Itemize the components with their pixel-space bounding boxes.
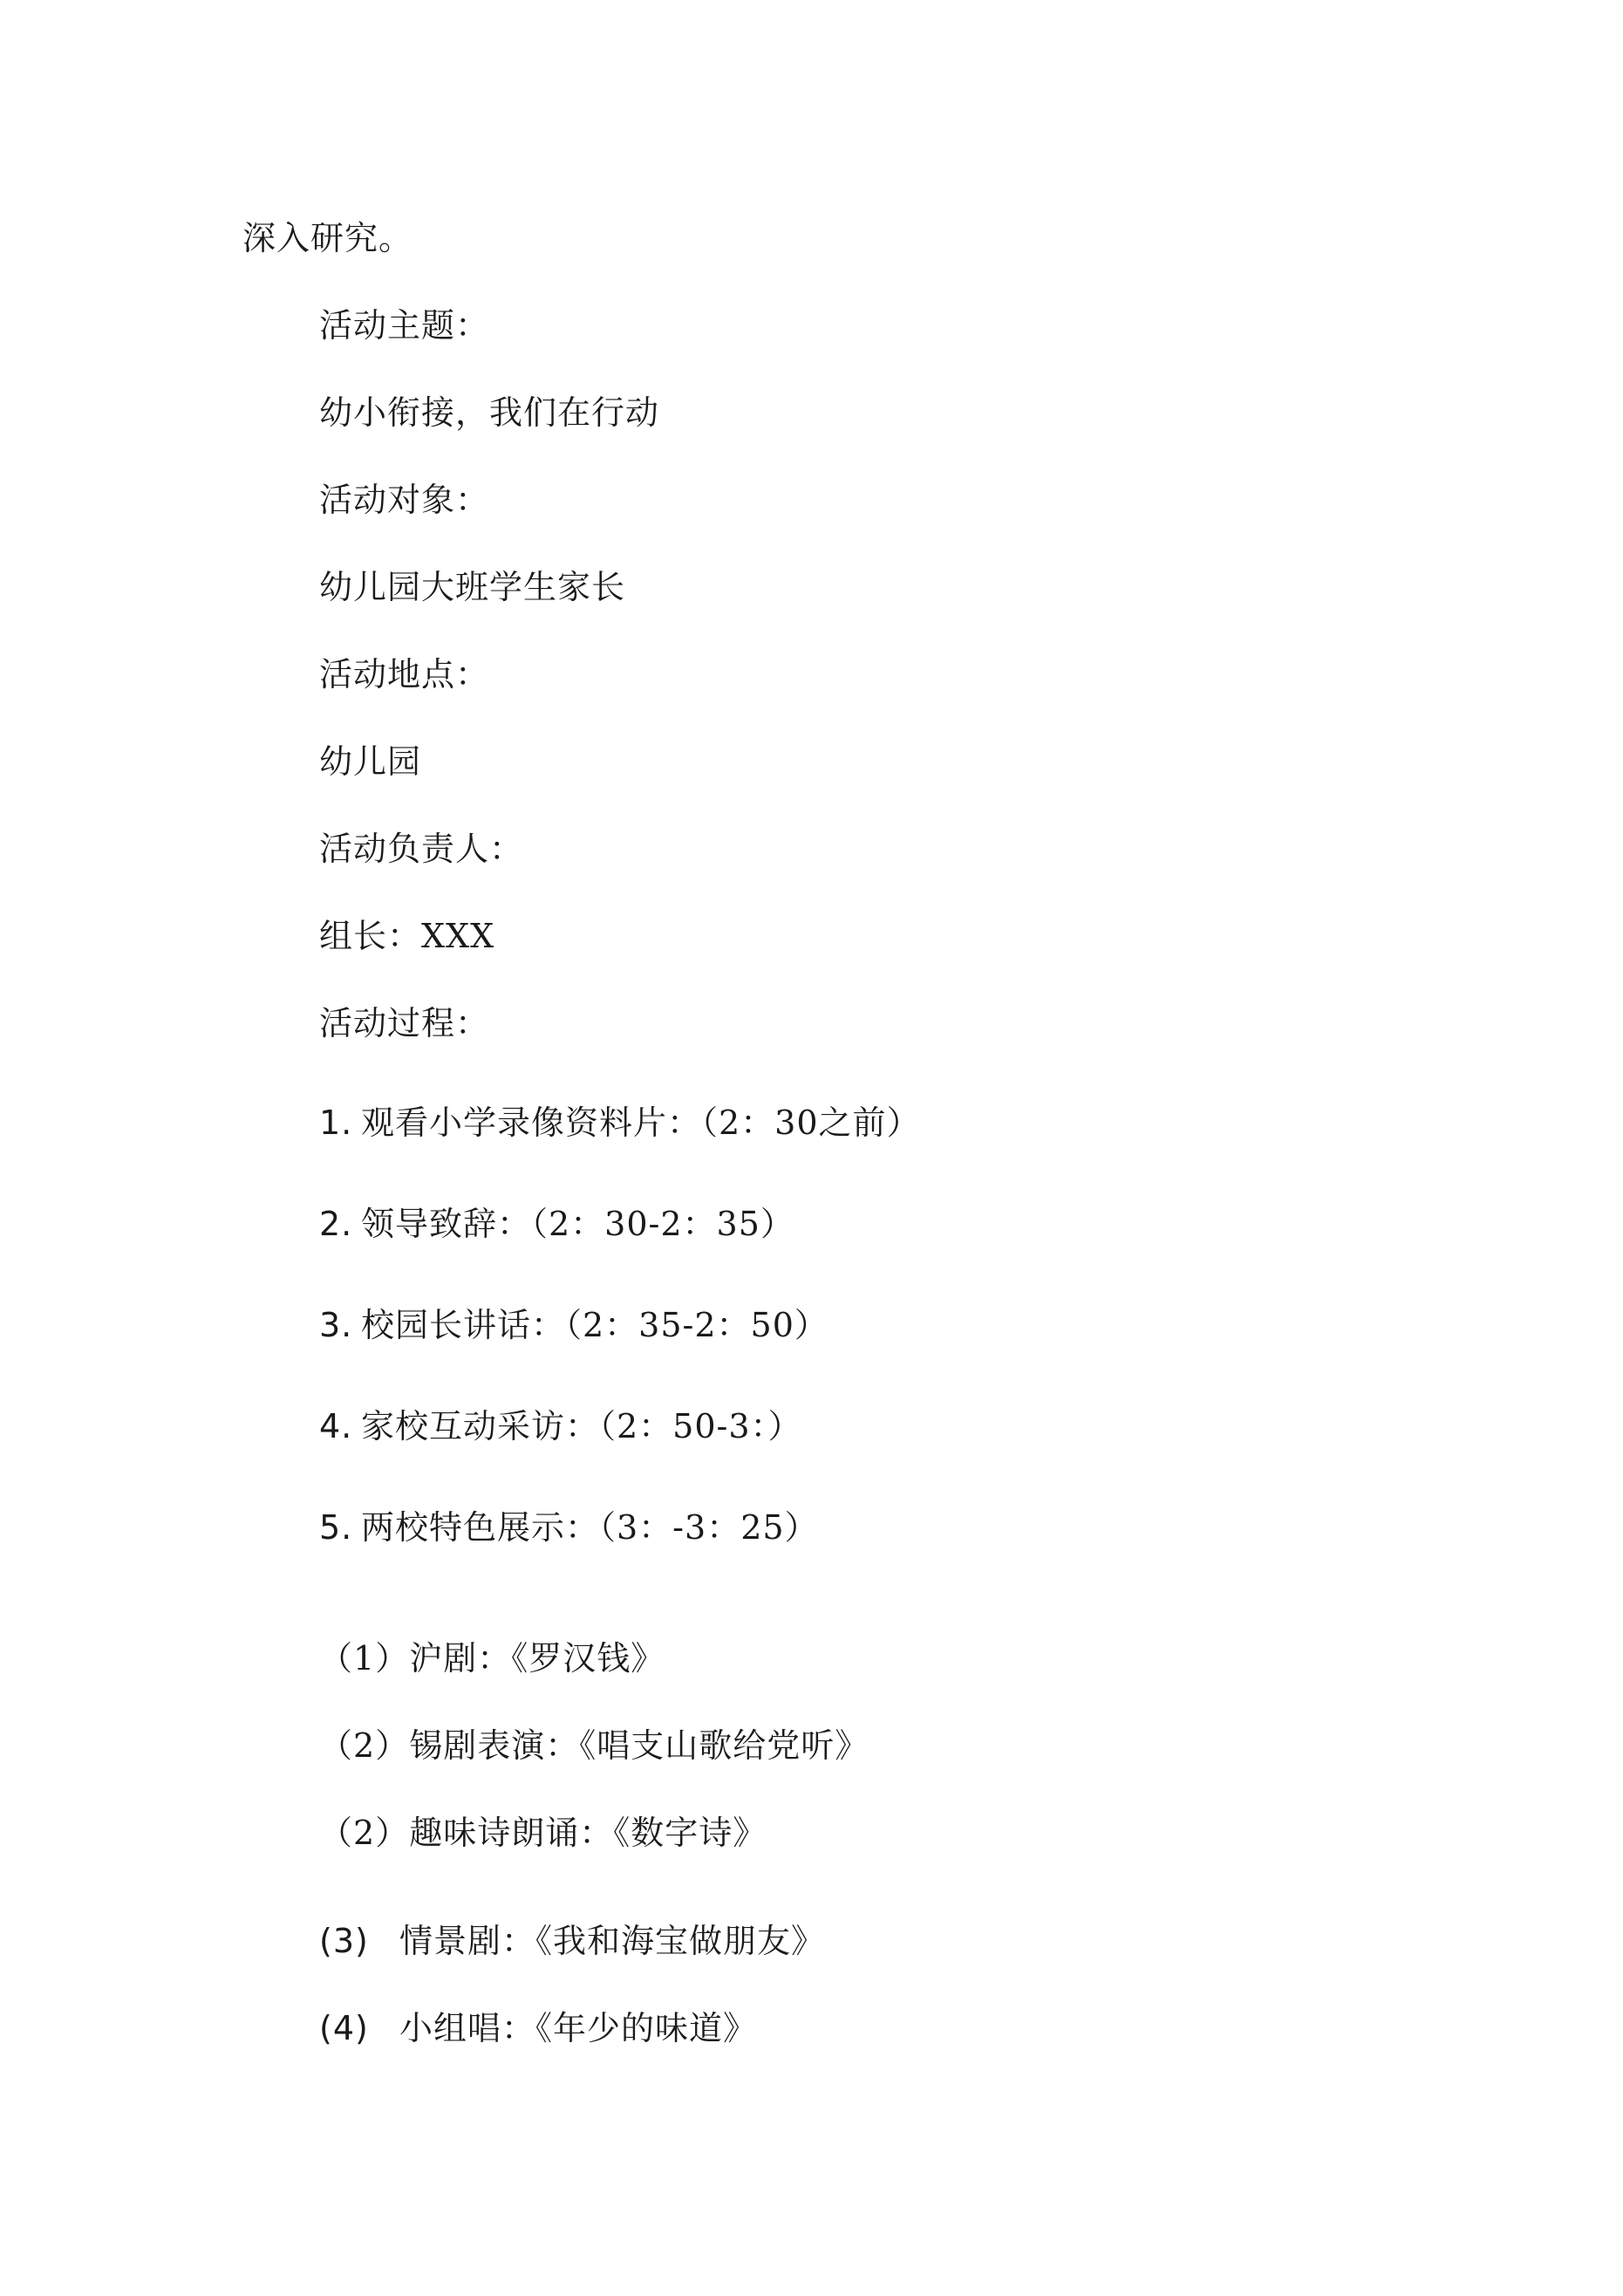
section-value-leader: 组长：XXX bbox=[319, 917, 495, 955]
sub-item-marker: (3) bbox=[319, 1922, 369, 1960]
step-number: 5. bbox=[319, 1508, 353, 1547]
section-label-location: 活动地点： bbox=[319, 655, 490, 694]
step-number: 3. bbox=[319, 1306, 353, 1344]
sub-item bbox=[319, 1637, 665, 1680]
step-item bbox=[319, 1202, 794, 1246]
sub-item-text: 情景剧：《我和海宝做朋友》 bbox=[399, 1922, 826, 1960]
section-label-theme: 活动主题： bbox=[319, 306, 490, 345]
sub-item-text: 沪剧：《罗汉钱》 bbox=[409, 1639, 665, 1678]
sub-item-marker: （2） bbox=[319, 1726, 410, 1765]
sub-item-marker: (4) bbox=[319, 2009, 369, 2047]
step-item bbox=[319, 1404, 802, 1448]
step-number: 1. bbox=[319, 1104, 353, 1142]
step-item bbox=[319, 1101, 921, 1145]
section-value-location: 幼儿园 bbox=[319, 742, 422, 781]
sub-item-text: 趣味诗朗诵：《数字诗》 bbox=[409, 1814, 767, 1852]
section-label-leader: 活动负责人： bbox=[319, 830, 524, 868]
section-value-audience: 幼儿园大班学生家长 bbox=[319, 568, 626, 606]
step-item bbox=[319, 1303, 829, 1347]
section-label-audience: 活动对象： bbox=[319, 481, 490, 519]
step-number: 2. bbox=[319, 1205, 353, 1243]
sub-item-text: 锡剧表演：《唱支山歌给党听》 bbox=[409, 1726, 869, 1765]
step-item bbox=[319, 1506, 819, 1549]
intro-tail: 深入研究。 bbox=[242, 219, 413, 257]
sub-item bbox=[319, 1811, 767, 1855]
step-text: 校园长讲话：（2：35-2：50） bbox=[361, 1306, 829, 1344]
step-text: 领导致辞：（2：30-2：35） bbox=[361, 1205, 794, 1243]
sub-item bbox=[319, 1724, 869, 1767]
step-text: 观看小学录像资料片：（2：30之前） bbox=[361, 1104, 921, 1142]
step-text: 两校特色展示：（3：-3：25） bbox=[361, 1508, 819, 1547]
sub-item-marker: （2） bbox=[319, 1814, 410, 1852]
step-text: 家校互动采访：（2：50-3：） bbox=[361, 1407, 802, 1445]
process-label: 活动过程： bbox=[319, 1004, 490, 1042]
section-value-theme: 幼小衔接，我们在行动 bbox=[319, 393, 660, 432]
sub-item bbox=[319, 2006, 757, 2050]
sub-item-text: 小组唱：《年少的味道》 bbox=[399, 2009, 758, 2047]
sub-item bbox=[319, 1919, 825, 1963]
sub-item-marker: （1） bbox=[319, 1639, 410, 1678]
step-number: 4. bbox=[319, 1407, 353, 1445]
